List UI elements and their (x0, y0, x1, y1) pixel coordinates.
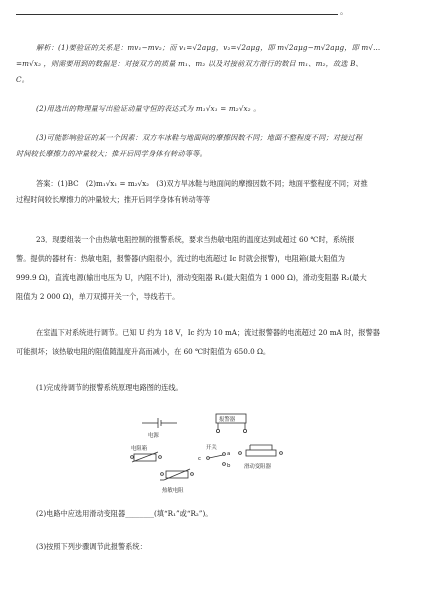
alarm (216, 414, 247, 433)
text-line: 过程时间较长摩擦力的冲量较大；推开后同学身体有转动等等 (16, 195, 211, 204)
power-supply (142, 418, 177, 439)
single-pole-double-throw-switch (198, 443, 231, 469)
circuit-diagram (128, 412, 304, 496)
alarm-label: 报警器 (219, 417, 236, 423)
text-line: (3)按照下列步骤调节此报警系统： (36, 542, 147, 551)
text-line: (1)完成待调节的报警系统原理电路图的连线。 (36, 383, 183, 392)
text-line: =m√x₂ ，则需要用到的数据是：对接双方的质量 m₁、m₂ 以及对接前双方滑行的数目 m₁、m₂，故选 B、 (16, 59, 363, 68)
text-line: 答案：(1)BC (2)m₁√x₁ = m₂√x₂ (3)双方旱冰鞋与地面间的摩擦因数不同；地面平整程度不同；对推 (36, 179, 368, 188)
text-line: 解析：(1)要验证的关系是：mv₁−mv₂；而 v₁=√2aμg，v₂=√2aμg，即 m√2aμg−m√2aμg，即 m√... (36, 43, 381, 52)
resistor-box-label: 电阻箱 (131, 446, 148, 452)
answer-blank-period: 。 (340, 7, 348, 16)
thermistor-label: 热敏电阻 (162, 488, 184, 494)
switch-pin-b-label: b (227, 463, 231, 469)
answer-blank-line (16, 14, 338, 15)
switch-label: 开关 (206, 445, 217, 451)
text-line: C。 (16, 75, 29, 84)
text-line: (2)用选出的物理量写出验证动量守恒的表达式为 m₁√x₁ = m₂√x₂ 。 (36, 104, 261, 113)
text-line: 警。提供的器材有：热敏电阻，报警器(内阻很小，流过的电流超过 Ic 时就会报警)，电阻箱(最大阻值为 (16, 254, 345, 263)
text-line: 在室温下对系统进行调节。已知 U 约为 18 V，Ic 约为 10 mA；流过报警器的电流超过 20 mA 时，报警器 (36, 328, 380, 337)
thermistor (160, 469, 193, 494)
text-line: (2)电路中应选用滑动变阻器________(填“R₁”或“R₂”)。 (36, 509, 213, 518)
rheostat (239, 445, 283, 470)
text-line: 999.9 Ω)，直流电源(输出电压为 U，内阻不计)，滑动变阻器 R₁(最大阻值为 1 000 Ω)，滑动变阻器 R₂(最大 (16, 273, 367, 282)
text-line: (3)可能影响验证的某一个因素：双方车冰鞋与地面间的摩擦因数不同；地面不整程度不同；对接过程 (36, 133, 363, 142)
text-line: 时间较长摩擦力的冲量较大；推开后同学身体有转动等等。 (16, 149, 207, 158)
rheostat-label: 滑动变阻器 (244, 464, 271, 470)
text-line: 可能损坏；该热敏电阻的阻值随温度升高而减小，在 60 ℃时阻值为 650.0 Ω。 (16, 347, 271, 356)
switch-pin-a-label: a (227, 451, 231, 457)
power-supply-label: 电源 (148, 433, 159, 439)
text-line: 阻值为 2 000 Ω)，单刀双掷开关一个，导线若干。 (16, 292, 180, 301)
text-line: 23．现要组装一个由热敏电阻控制的报警系统，要求当热敏电阻的温度达到或超过 60 ℃时，系统报 (36, 235, 355, 244)
resistor-box (131, 444, 162, 462)
switch-pin-c-label: c (198, 456, 201, 462)
